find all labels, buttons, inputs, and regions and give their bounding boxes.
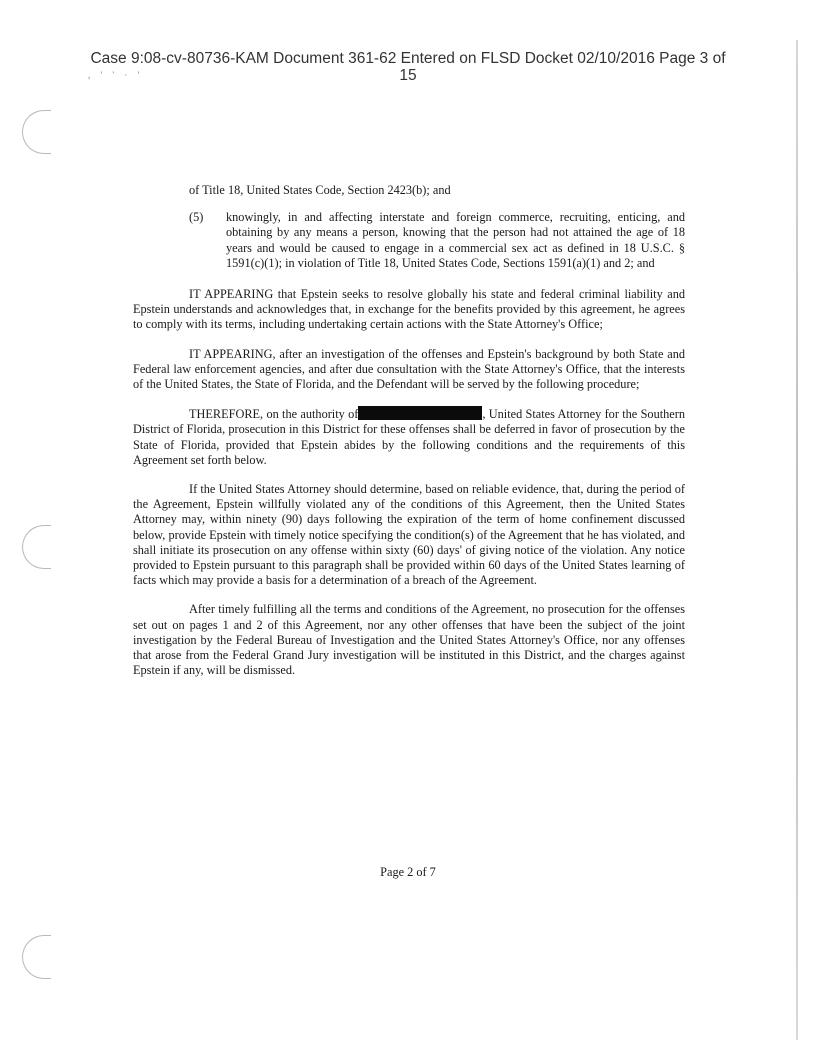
continuation-line: of Title 18, United States Code, Section 2423(b); and — [189, 183, 451, 197]
scan-specks: , ' ' · ' — [88, 70, 144, 80]
document-body — [133, 183, 685, 692]
paragraph-it-appearing-2: IT APPEARING, after an investigation of the offenses and Epstein's background by both State and Federal law enforcement agencies, and after due consultation with the State Attorney's Office, that the interests of the United States, the State of Florida, and the Defendant will be served by the following procedure; — [133, 346, 685, 392]
total-pages: 15 — [399, 67, 417, 84]
list-item-5 — [133, 210, 685, 271]
paragraph-fulfillment: After timely fulfilling all the terms and conditions of the Agreement, no prosecution for the offenses set out on pages 1 and 2 of this Agreement, nor any other offenses that have been the subject of the joint investigation by the Federal Bureau of Investigation and the United States Attorney's Office, nor any offenses that arose from the Federal Grand Jury investigation will be instituted in this District, and the charges against Epstein if any, will be dismissed. — [133, 602, 685, 678]
page-footer: Page 2 of 7 — [380, 865, 436, 879]
therefore-text-before: THEREFORE, on the authority of — [189, 407, 359, 422]
redaction-box — [358, 406, 482, 420]
case-line: Case 9:08-cv-80736-KAM Document 361-62 Entered on FLSD Docket 02/10/2016 Page 3 of — [90, 50, 726, 67]
punch-hole-middle — [22, 525, 51, 569]
therefore-text-after: , United States Attorney for the Southern District of Florida, prosecution in this District for these offenses shall be deferred in favor of prosecution by the State of Florida, provided that Epstein abides by the following conditions and the requirements of this Agreement set forth below. — [133, 407, 685, 467]
punch-hole-top — [22, 110, 51, 154]
scan-page-edge — [796, 40, 798, 1040]
paragraph-therefore — [133, 406, 685, 468]
item-number: (5) — [189, 210, 204, 225]
item-text: knowingly, in and affecting interstate and foreign commerce, recruiting, enticing, and obtaining by any means a person, knowing that the person had not attained the age of 18 years and would be caused to engage in a commercial sex act as defined in 18 U.S.C. § 1591(c)(1); in violation of Title 18, United States Code, Sections 1591(a)(1) and 2; and — [226, 210, 685, 270]
paragraph-violation: If the United States Attorney should determine, based on reliable evidence, that, during the period of the Agreement, Epstein willfully violated any of the conditions of this Agreement, then the United States Attorney may, within ninety (90) days following the expiration of the term of home confinement discussed below, provide Epstein with timely notice specifying the condition(s) of the Agreement that he has violated, and shall initiate its prosecution on any offense within sixty (60) days' of giving notice of the violation. Any notice provided to Epstein pursuant to this paragraph shall be provided within 60 days of the United States learning of facts which may provide a basis for a determination of a breach of the Agreement. — [133, 482, 685, 588]
paragraph-it-appearing-1: IT APPEARING that Epstein seeks to resolve globally his state and federal criminal liability and Epstein understands and acknowledges that, in exchange for the benefits provided by this agreement, he agrees to comply with its terms, including undertaking certain actions with the State Attorney's Office; — [133, 287, 685, 332]
punch-hole-bottom — [22, 935, 51, 979]
court-filing-header — [0, 50, 816, 84]
